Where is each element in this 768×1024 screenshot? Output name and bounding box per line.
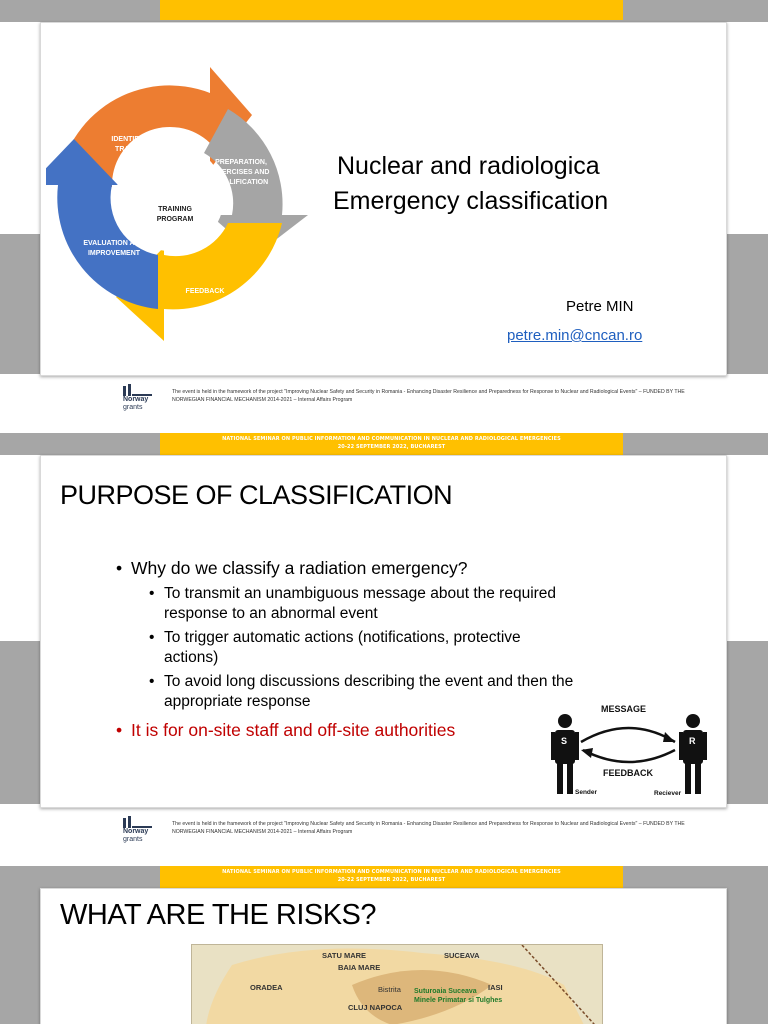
map-label: IASI	[488, 983, 503, 992]
logo-text: Norway	[123, 828, 149, 835]
romania-risk-map	[191, 944, 603, 1024]
logo-text: Norway	[123, 396, 149, 403]
receiver-label: Reciever	[654, 790, 682, 797]
sender-label: Sender	[575, 789, 598, 796]
map-label: SATU MARE	[322, 951, 367, 960]
map-label: BAIA MARE	[338, 963, 381, 972]
logo-text: grants	[123, 404, 143, 411]
slide-title-text	[333, 149, 609, 219]
author-name: Petre MIN	[566, 298, 634, 315]
norway-grants-logo	[118, 384, 164, 418]
map-label: ORADEA	[250, 983, 283, 992]
slide-heading: WHAT ARE THE RISKS?	[60, 899, 377, 931]
title-line: Emergency classification	[333, 187, 609, 215]
banner-bar	[160, 866, 623, 888]
sub-bullet-item: • To transmit an unambiguous message about the required response to an abnormal event	[116, 584, 576, 624]
map-label: Bistrita	[378, 985, 401, 994]
sender-figure-icon	[551, 714, 579, 794]
banner-bar	[160, 0, 623, 20]
slide-footer	[118, 814, 718, 854]
norway-grants-mark-icon	[123, 384, 153, 396]
bullet-item: • Why do we classify a radiation emergency?	[116, 556, 576, 580]
logo-text: grants	[123, 836, 143, 843]
training-cycle-diagram	[46, 23, 311, 363]
cycle-step-label: FEEDBACK	[185, 288, 225, 295]
banner-bar	[160, 433, 623, 455]
banner-line: 20-22 SEPTEMBER 2022, BUCHAREST	[337, 877, 446, 883]
footer-note: The event is held in the framework of the project "Improving Nuclear Safety and Security in Romania - Enhancing Disaster Resilience and Preparedness for Response to Nuclear and Radiological Events" – FUNDED BY THE NORWEGIAN FINANCIAL MECHANISM 2014-2021 – Internal Affairs Program	[172, 389, 685, 403]
receiver-letter: R	[689, 736, 696, 746]
diagram-message-label: MESSAGE	[601, 704, 647, 714]
cycle-step-label: EVALUATION AND IMPROVEMENT	[83, 240, 145, 257]
cycle-step-label: IDENTIFICATION OF TRAINING NEEDS	[111, 136, 179, 153]
feedback-arrow	[583, 750, 675, 762]
bullet-list	[116, 556, 576, 742]
norway-grants-logo	[118, 816, 164, 850]
norway-grants-mark-icon	[123, 816, 153, 828]
cycle-step-label: PREPARATION, EXERCISES AND QUALIFICATION	[212, 159, 270, 186]
map-label: SUCEAVA	[444, 951, 480, 960]
map-label: CLUJ NAPOCA	[348, 1003, 403, 1012]
slide-risks	[40, 888, 727, 1024]
receiver-figure-icon	[679, 714, 707, 794]
banner-line: NATIONAL SEMINAR ON PUBLIC INFORMATION AND COMMUNICATION IN NUCLEAR AND RADIOLOGICAL EMERGENCIES	[222, 869, 561, 875]
slide-purpose	[40, 455, 727, 808]
footer-note: The event is held in the framework of the project "Improving Nuclear Safety and Security in Romania - Enhancing Disaster Resilience and Preparedness for Response to Nuclear and Radiological Events" – FUNDED BY THE NORWEGIAN FINANCIAL MECHANISM 2014-2021 – Internal Affairs Program	[172, 821, 685, 835]
slide-heading: PURPOSE OF CLASSIFICATION	[60, 480, 453, 510]
author-email-link[interactable]: petre.min@cncan.ro	[507, 327, 643, 344]
cycle-center-label: TRAINING PROGRAM	[156, 206, 194, 223]
diagram-feedback-label: FEEDBACK	[603, 768, 654, 778]
banner-line: NATIONAL SEMINAR ON PUBLIC INFORMATION AND COMMUNICATION IN NUCLEAR AND RADIOLOGICAL EMERGENCIES	[222, 436, 561, 442]
title-line: Nuclear and radiologica	[337, 152, 600, 180]
map-label-green: Minele Primatar si Tulghes	[414, 997, 503, 1004]
sender-letter: S	[561, 736, 568, 746]
sub-bullet-item: • To trigger automatic actions (notifications, protective actions)	[116, 628, 576, 668]
slide-footer	[118, 382, 718, 422]
highlight-bullet: • It is for on-site staff and off-site authorities	[116, 718, 576, 742]
message-arrow	[581, 728, 675, 742]
slide-title	[40, 22, 727, 376]
banner-line: 20-22 SEPTEMBER 2022, BUCHAREST	[337, 444, 446, 450]
sub-bullet-item: • To avoid long discussions describing the event and then the appropriate response	[116, 672, 576, 712]
map-label-green: Suturoaia Suceava	[414, 988, 477, 995]
